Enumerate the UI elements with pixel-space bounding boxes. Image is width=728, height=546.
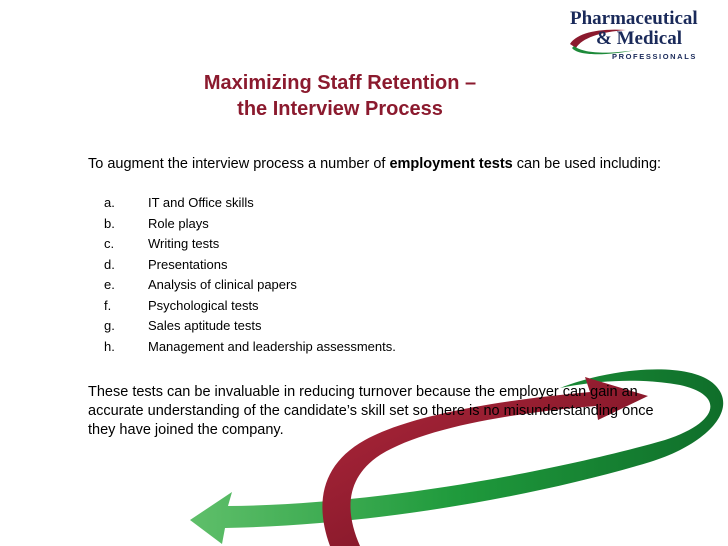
slide-title [130,70,550,122]
intro-paragraph [88,155,678,174]
intro-text-after: can be used including: [512,156,662,172]
title-line-1: Maximizing Staff Retention – [203,72,477,94]
logo-text-line2: & Medical [596,28,683,49]
intro-text-before: To augment the interview process a number of [88,156,390,172]
list-item-letter: b. [104,215,115,231]
list-item-letter: f. [104,297,112,313]
list-item-text: Role plays [148,215,209,231]
list-item-text: Presentations [148,256,228,272]
list-item-letter: a. [104,195,115,210]
list-item-text: Sales aptitude tests [148,318,262,333]
logo-text-line3: PROFESSIONALS [612,52,697,61]
list-item-letter: c. [104,236,115,251]
list-item-text: Psychological tests [148,297,259,313]
list-item-letter: e. [104,277,115,292]
list-item-letter: d. [104,256,115,272]
company-logo [566,8,726,68]
list-item-text: IT and Office skills [148,195,254,210]
list-item-text: Analysis of clinical papers [148,277,297,292]
list-item-letter: h. [104,338,115,354]
list-item-letter: g. [104,318,115,333]
list-item-text: Management and leadership assessments. [148,338,396,354]
list-item-text: Writing tests [148,236,220,251]
logo-text-line1: Pharmaceutical [570,8,698,29]
intro-bold-text: employment tests [389,156,513,172]
closing-paragraph: These tests can be invaluable in reducing turnover because the employer can gain an accurate understanding of the candidate’s skill set so there is no misunderstanding once they have joined the company. [88,384,654,438]
title-line-2: the Interview Process [237,98,443,120]
